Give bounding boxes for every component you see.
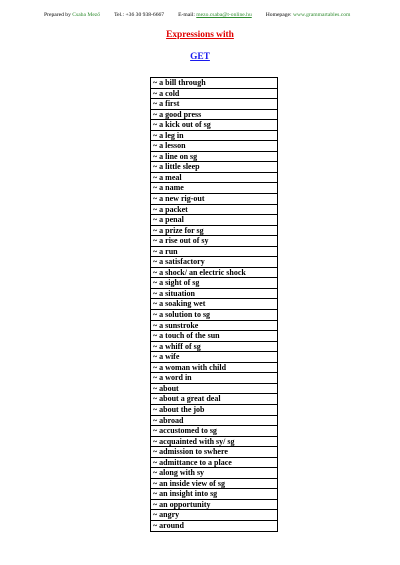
table-row: [151, 215, 278, 226]
table-row: [151, 278, 278, 289]
expression-cell: ~ about a great deal: [151, 394, 278, 405]
expression-cell: ~ an insight into sg: [151, 489, 278, 500]
page-title: Expressions with: [166, 30, 234, 40]
homepage-link[interactable]: www.grammartables.com: [292, 12, 351, 18]
expressions-table-body: [151, 78, 278, 532]
expression-cell: ~ admittance to a place: [151, 457, 278, 468]
expression-cell: ~ an inside view of sg: [151, 478, 278, 489]
expression-cell: ~ a satisfactory: [151, 257, 278, 268]
table-row: [151, 257, 278, 268]
table-row: [151, 383, 278, 394]
table-row: [151, 457, 278, 468]
phone-number: Tel.: +36 30 938-6667: [114, 12, 165, 18]
expression-cell: ~ a first: [151, 99, 278, 110]
table-row: [151, 320, 278, 331]
expression-cell: ~ a prize for sg: [151, 225, 278, 236]
expression-cell: ~ a kick out of sg: [151, 120, 278, 131]
expression-cell: ~ a situation: [151, 288, 278, 299]
table-row: [151, 141, 278, 152]
expression-cell: ~ a lesson: [151, 141, 278, 152]
table-row: [151, 499, 278, 510]
expression-cell: ~ a penal: [151, 215, 278, 226]
table-row: [151, 478, 278, 489]
table-row: [151, 352, 278, 363]
expression-cell: ~ a rise out of sy: [151, 236, 278, 247]
expression-cell: ~ a cold: [151, 88, 278, 99]
table-row: [151, 99, 278, 110]
page-header: [44, 12, 374, 18]
expression-cell: ~ a whiff of sg: [151, 341, 278, 352]
table-row: [151, 236, 278, 247]
expression-cell: ~ a wife: [151, 352, 278, 363]
table-row: [151, 172, 278, 183]
table-row: [151, 310, 278, 321]
expression-cell: ~ accustomed to sg: [151, 426, 278, 437]
table-row: [151, 404, 278, 415]
expression-cell: ~ a meal: [151, 172, 278, 183]
table-row: [151, 373, 278, 384]
expression-cell: ~ angry: [151, 510, 278, 521]
table-row: [151, 88, 278, 99]
table-row: [151, 362, 278, 373]
table-row: [151, 130, 278, 141]
table-row: [151, 151, 278, 162]
table-row: [151, 341, 278, 352]
table-row: [151, 468, 278, 479]
table-row: [151, 415, 278, 426]
expression-cell: ~ around: [151, 520, 278, 531]
expression-cell: ~ along with sy: [151, 468, 278, 479]
table-row: [151, 246, 278, 257]
table-row: [151, 510, 278, 521]
email-link[interactable]: mezo.csaba@t-online.hu: [196, 12, 252, 18]
expression-cell: ~ a line on sg: [151, 151, 278, 162]
table-row: [151, 204, 278, 215]
table-row: [151, 299, 278, 310]
prepared-label: Prepared by: [44, 12, 71, 18]
table-row: [151, 120, 278, 131]
expression-cell: ~ about: [151, 383, 278, 394]
table-row: [151, 194, 278, 205]
expression-cell: ~ a good press: [151, 109, 278, 120]
table-row: [151, 331, 278, 342]
expression-cell: ~ admission to swhere: [151, 447, 278, 458]
expression-cell: ~ a solution to sg: [151, 310, 278, 321]
expression-cell: ~ a name: [151, 183, 278, 194]
expression-cell: ~ abroad: [151, 415, 278, 426]
expression-cell: ~ a woman with child: [151, 362, 278, 373]
expression-cell: ~ a packet: [151, 204, 278, 215]
table-row: [151, 447, 278, 458]
expression-cell: ~ a shock/ an electric shock: [151, 267, 278, 278]
expression-cell: ~ a soaking wet: [151, 299, 278, 310]
expression-cell: ~ a word in: [151, 373, 278, 384]
homepage-label: Homepage:: [265, 12, 292, 18]
expression-cell: ~ an opportunity: [151, 499, 278, 510]
table-row: [151, 436, 278, 447]
table-row: [151, 394, 278, 405]
table-row: [151, 426, 278, 437]
expression-cell: ~ a run: [151, 246, 278, 257]
expression-cell: ~ about the job: [151, 404, 278, 415]
table-row: [151, 162, 278, 173]
email-label: E-mail:: [178, 12, 195, 18]
expression-cell: ~ a bill through: [151, 78, 278, 89]
page-subtitle: GET: [190, 52, 210, 62]
expression-cell: ~ a little sleep: [151, 162, 278, 173]
table-row: [151, 225, 278, 236]
expression-cell: ~ a sunstroke: [151, 320, 278, 331]
author-name: Csaba Mező: [72, 12, 101, 18]
table-row: [151, 520, 278, 531]
table-row: [151, 78, 278, 89]
expression-cell: ~ acquainted with sy/ sg: [151, 436, 278, 447]
expressions-table: [150, 77, 278, 532]
table-row: [151, 288, 278, 299]
expression-cell: ~ a sight of sg: [151, 278, 278, 289]
table-row: [151, 489, 278, 500]
table-row: [151, 183, 278, 194]
expression-cell: ~ a leg in: [151, 130, 278, 141]
expression-cell: ~ a new rig-out: [151, 194, 278, 205]
table-row: [151, 109, 278, 120]
table-row: [151, 267, 278, 278]
expression-cell: ~ a touch of the sun: [151, 331, 278, 342]
